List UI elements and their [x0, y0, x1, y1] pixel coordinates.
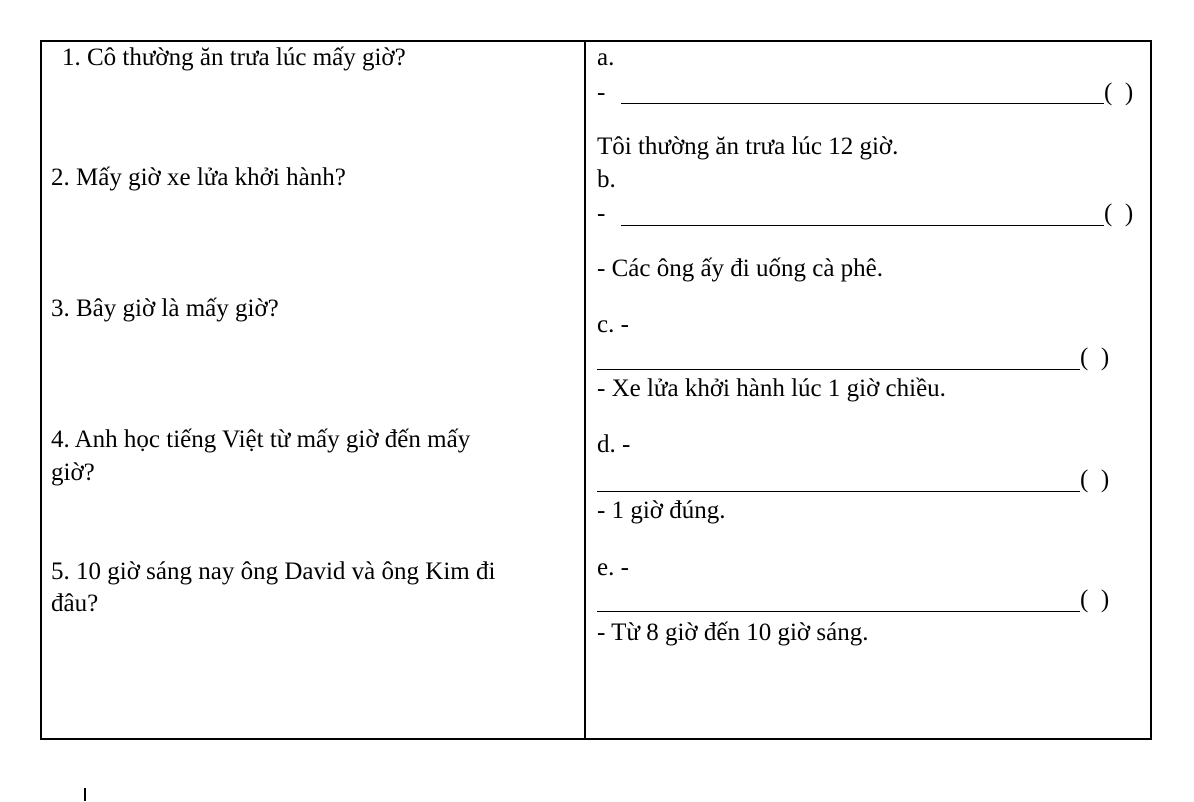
answer-b-paren[interactable]: ( ) [1104, 200, 1134, 227]
answer-c-label: c. - [597, 311, 629, 338]
worksheet-table [40, 40, 1152, 740]
answer-a-dash: - [597, 79, 606, 106]
question-5-line-2: đâu? [51, 590, 99, 617]
answer-a-paren[interactable]: ( ) [1104, 79, 1134, 106]
answer-a-blank[interactable] [621, 102, 1104, 104]
question-2: 2. Mấy giờ xe lửa khởi hành? [51, 164, 346, 191]
question-3: 3. Bây giờ là mấy giờ? [51, 295, 279, 322]
answer-d-paren[interactable]: ( ) [1080, 466, 1110, 493]
question-5-line-1: 5. 10 giờ sáng nay ông David và ông Kim đi [51, 558, 496, 585]
answer-c-blank[interactable] [597, 368, 1080, 370]
answer-d-text: - 1 giờ đúng. [597, 497, 726, 524]
answer-b-blank[interactable] [621, 224, 1104, 226]
answer-c-text: - Xe lửa khởi hành lúc 1 giờ chiều. [597, 375, 946, 402]
answer-e-text: - Từ 8 giờ đến 10 giờ sáng. [597, 619, 869, 646]
question-1: 1. Cô thường ăn trưa lúc mấy giờ? [62, 44, 406, 71]
answer-a-label: a. [597, 44, 615, 71]
answer-a-text: Tôi thường ăn trưa lúc 12 giờ. [597, 133, 899, 160]
column-divider [584, 40, 586, 740]
answer-e-paren[interactable]: ( ) [1080, 586, 1110, 613]
question-4-line-2: giờ? [51, 459, 95, 486]
answer-c-paren[interactable]: ( ) [1080, 344, 1110, 371]
answer-d-label: d. - [597, 431, 631, 458]
answer-b-text: - Các ông ấy đi uống cà phê. [597, 255, 884, 282]
answer-b-label: b. [597, 166, 616, 193]
text-cursor [84, 788, 86, 801]
answer-e-label: e. - [597, 554, 629, 581]
answer-b-dash: - [597, 200, 606, 227]
answer-d-blank[interactable] [597, 490, 1080, 492]
answer-e-blank[interactable] [597, 610, 1080, 612]
question-4-line-1: 4. Anh học tiếng Việt từ mấy giờ đến mấy [51, 426, 471, 453]
